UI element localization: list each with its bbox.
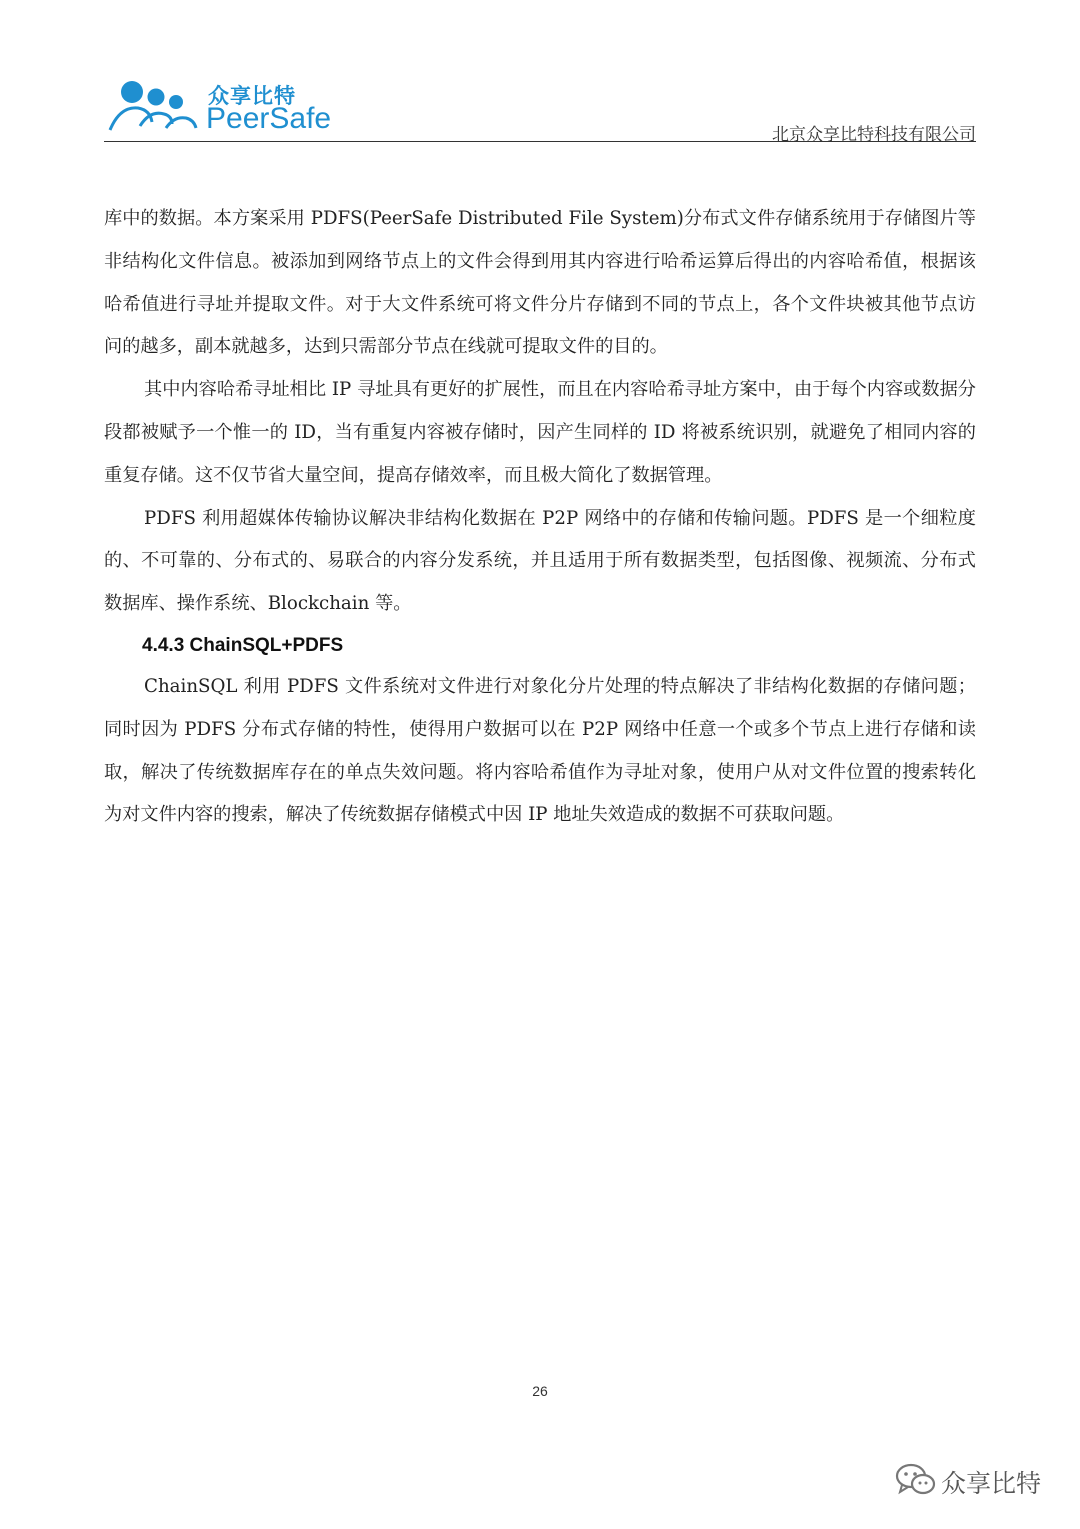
paragraph-3: PDFS 利用超媒体传输协议解决非结构化数据在 P2P 网络中的存储和传输问题。PDFS 是一个细粒度的、不可靠的、分布式的、易联合的内容分发系统，并且适用于所有数据类型，包括图像、视频流、分布式数据库、操作系统、Blockchain 等。 [104, 507, 976, 615]
paragraph-2: 其中内容哈希寻址相比 IP 寻址具有更好的扩展性，而且在内容哈希寻址方案中，由于每个内容或数据分段都被赋予一个惟一的 ID，当有重复内容被存储时，因产生同样的 ID 将被系统识别，就避免了相同内容的重复存储。这不仅节省大量空间，提高存储效率，而且极大简化了数据管理。 [104, 379, 976, 486]
logo-text-en: PeerSafe [206, 102, 332, 135]
company-name: 北京众享比特科技有限公司 [772, 125, 976, 145]
watermark-text: 众享比特 [941, 1469, 1042, 1498]
page-number: 26 [532, 1383, 548, 1399]
document-body [104, 198, 976, 837]
header-divider [104, 141, 976, 142]
people-group-icon [106, 78, 206, 136]
section-heading: 4.4.3 ChainSQL+PDFS [142, 634, 344, 656]
logo-text-cn: 众享比特 [208, 84, 296, 108]
header-logo [106, 78, 346, 138]
wechat-icon [895, 1462, 937, 1498]
paragraph-4: ChainSQL 利用 PDFS 文件系统对文件进行对象化分片处理的特点解决了非结构化数据的存储问题；同时因为 PDFS 分布式存储的特性，使得用户数据可以在 P2P 网络中任意一个或多个节点上进行存储和读取，解决了传统数据库存在的单点失效问题。将内容哈希值作为寻址对象，使用户从对文件位置的搜索转化为对文件内容的搜索，解决了传统数据存储模式中因 IP 地址失效造成的数据不可获取问题。 [104, 675, 976, 826]
paragraph-1: 库中的数据。本方案采用 PDFS(PeerSafe Distributed File System)分布式文件存储系统用于存储图片等非结构化文件信息。被添加到网络节点上的文件会得到用其内容进行哈希运算后得出的内容哈希值，根据该哈希值进行寻址并提取文件。对于大文件系统可将文件分片存储到不同的节点上，各个文件块被其他节点访问的越多，副本就越多，达到只需部分节点在线就可提取文件的目的。 [104, 208, 976, 358]
